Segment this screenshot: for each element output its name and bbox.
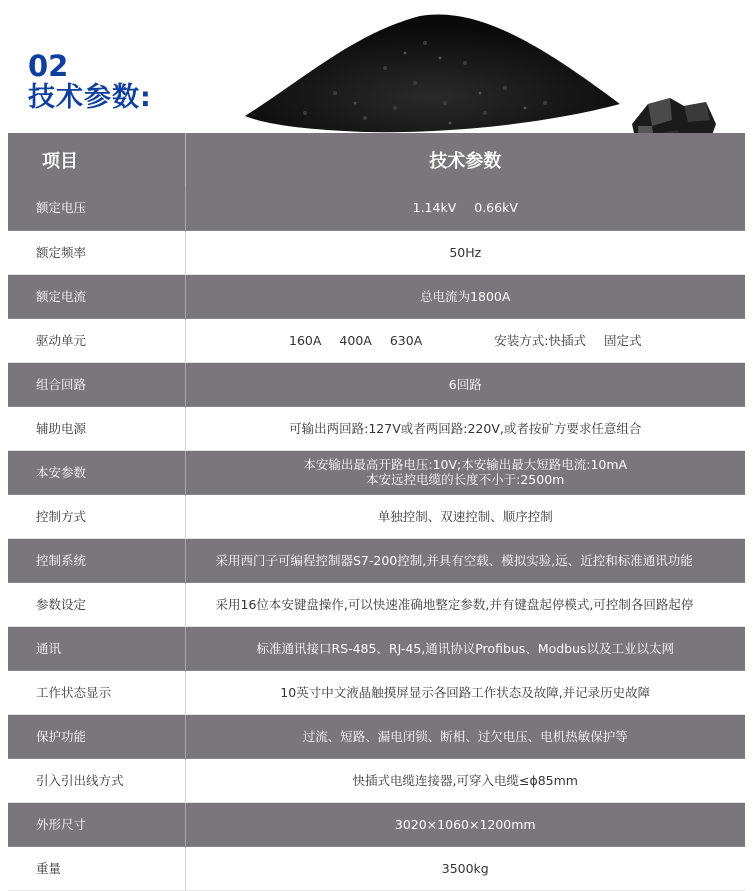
table-row xyxy=(8,538,745,582)
section-heading xyxy=(28,50,152,114)
row-label: 工作状态显示 xyxy=(8,670,185,714)
row-value: 50Hz xyxy=(185,230,745,274)
section-title: 技术参数: xyxy=(28,82,152,113)
row-value: 3500kg xyxy=(185,846,745,890)
row-value: 可输出两回路:127V或者两回路:220V,或者按矿方要求任意组合 xyxy=(185,406,745,450)
row-label: 控制方式 xyxy=(8,494,185,538)
row-label: 保护功能 xyxy=(8,714,185,758)
table-header-row xyxy=(8,133,745,186)
row-value: 160A 400A 630A 安装方式:快插式 固定式 xyxy=(185,318,745,362)
row-label: 控制系统 xyxy=(8,538,185,582)
row-value: 10英寸中文液晶触摸屏显示各回路工作状态及故障,并记录历史故障 xyxy=(185,670,745,714)
header-item: 项目 xyxy=(8,133,185,186)
row-value: 本安输出最高开路电压:10V;本安输出最大短路电流:10mA 本安远控电缆的长度不小于:2500m xyxy=(185,450,745,494)
row-value: 过流、短路、漏电闭锁、断相、过欠电压、电机热敏保护等 xyxy=(185,714,745,758)
row-label: 辅助电源 xyxy=(8,406,185,450)
row-value: 1.14kV 0.66kV xyxy=(185,186,745,230)
header-spec: 技术参数 xyxy=(185,133,745,186)
section-number: 02 xyxy=(28,49,69,83)
row-value: 3020×1060×1200mm xyxy=(185,802,745,846)
row-label: 额定电压 xyxy=(8,186,185,230)
row-label: 参数设定 xyxy=(8,582,185,626)
table-row xyxy=(8,758,745,802)
table-row xyxy=(8,582,745,626)
table-row xyxy=(8,230,745,274)
row-label: 额定电流 xyxy=(8,274,185,318)
table-row xyxy=(8,318,745,362)
table-row xyxy=(8,450,745,494)
row-label: 重量 xyxy=(8,846,185,890)
row-value: 快插式电缆连接器,可穿入电缆≤ϕ85mm xyxy=(185,758,745,802)
row-value: 采用西门子可编程控制器S7-200控制,并具有空载、模拟实验,远、近控和标准通讯功能 xyxy=(185,538,745,582)
table-row xyxy=(8,802,745,846)
table-row xyxy=(8,714,745,758)
spec-table xyxy=(8,133,745,891)
table-row xyxy=(8,362,745,406)
table-row xyxy=(8,406,745,450)
row-label: 本安参数 xyxy=(8,450,185,494)
row-label: 通讯 xyxy=(8,626,185,670)
row-label: 额定频率 xyxy=(8,230,185,274)
row-label: 组合回路 xyxy=(8,362,185,406)
row-label: 引入引出线方式 xyxy=(8,758,185,802)
table-row xyxy=(8,274,745,318)
table-row xyxy=(8,494,745,538)
table-row xyxy=(8,846,745,890)
table-row xyxy=(8,626,745,670)
activated-carbon-pile-image xyxy=(245,8,620,138)
row-value: 总电流为1800A xyxy=(185,274,745,318)
row-value: 单独控制、双速控制、顺序控制 xyxy=(185,494,745,538)
row-value: 标准通讯接口RS-485、RJ-45,通讯协议Profibus、Modbus以及工业以太网 xyxy=(185,626,745,670)
row-value: 采用16位本安键盘操作,可以快速准确地整定参数,并有键盘起停模式,可控制各回路起停 xyxy=(185,582,745,626)
row-value: 6回路 xyxy=(185,362,745,406)
row-label: 驱动单元 xyxy=(8,318,185,362)
table-row xyxy=(8,186,745,230)
table-row xyxy=(8,670,745,714)
row-label: 外形尺寸 xyxy=(8,802,185,846)
